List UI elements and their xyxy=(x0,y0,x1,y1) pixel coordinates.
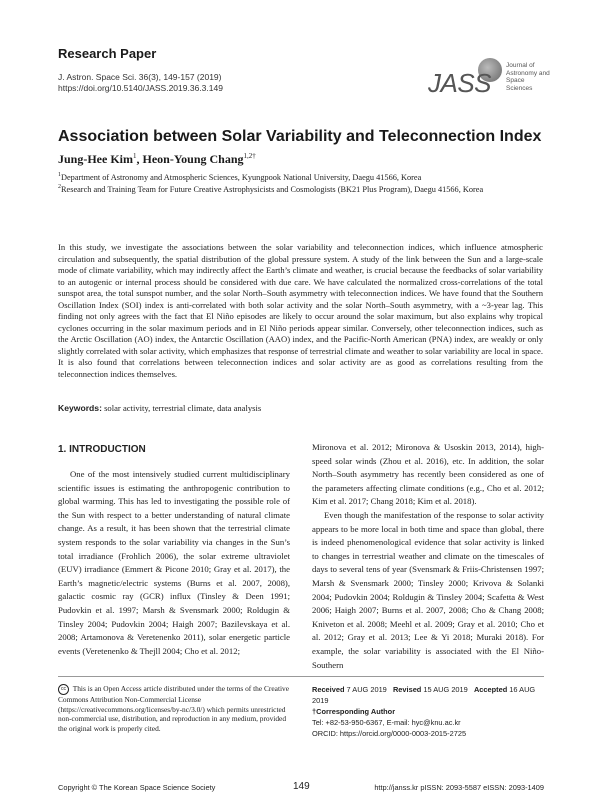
revised-date: 15 AUG 2019 xyxy=(421,685,468,694)
author-name: Jung-Hee Kim xyxy=(58,152,133,166)
article-dates xyxy=(312,684,544,739)
paragraph: Mironova et al. 2012; Mironova & Usoskin 2013, 2014), high-speed solar winds (Zhou et al. 2016), etc. In addition, the solar North–South asymmetry has recently been considered as one of the parameters affecting climate conditions (e.g., Cho et al. 2012; Kim et al. 2017; Chang 2018; Kim et al. 2018). xyxy=(312,442,544,507)
author-list xyxy=(58,152,256,167)
body-column-right xyxy=(312,441,544,672)
affiliation-marker: 1,2† xyxy=(243,152,256,160)
received-date: 7 AUG 2019 xyxy=(344,685,387,694)
logo-subtitle xyxy=(506,62,550,92)
affiliation-marker: 1 xyxy=(133,152,137,160)
corresponding-author-label: †Corresponding Author xyxy=(312,707,396,716)
accepted-label: Accepted xyxy=(473,685,508,694)
affiliation-text: Research and Training Team for Future Creative Astrophysicists and Cosmologists (BK21 Plus Program), Daegu 41566, Korea xyxy=(61,184,484,194)
paragraph: Even though the manifestation of the response to solar activity appears to be more local in both time and space than global, there is indeed phenomenological evidence that solar activity is linked to changes in terrestrial weather and climate on the timescales of days to several tens of year (Svensmark & Friis-Christensen 1997; Marsh & Svensmark 2000; Tinsley 2000; Krivova & Solanki 2004; Pudovkin 2004; Roldugin & Tinsley 2004; Scafetta & West 2006; Haigh 2007; Burns et al. 2007, 2008; Cho & Chang 2008; Kniveton et al. 2008; Meehl et al. 2009; Gray et al. 2010; Cho et al. 2012; Gray et al. 2013; Lee & Yi 2018; Muraki 2018). For example, the solar variability is associated with the El Niño-Southern xyxy=(312,509,544,670)
paragraph: One of the most intensively studied current multidisciplinary scientific issues is estimating the anthropogenic contribution to global warming. This has led to investigating the possible role of the Sun with respect to a better understanding of natural climate change. As a result, it has been shown that the terrestrial climate system responds to the solar variability via changes in the Sun’s total irradiance (Frohlich 2006), the solar extreme ultraviolet (EUV) irradiance (Emmert & Picone 2010; Gray et al. 2017), the Earth’s magnetic/electric systems (Burns et al. 2007, 2008), galactic cosmic ray (GCR) influx (Tinsley & Deen 1991; Pudovkin et al. 1997; Marsh & Svensmark 2000; Roldugin & Tinsley 2004; Pudovkin 2004; Haigh 2007; Bazilevskaya et al. 2008; Artamonova & Veretenenko 2011), solar energetic particle events (Veretenenko & Thejll 2004; Cho et al. 2012; xyxy=(58,469,290,656)
contact-info: Tel: +82-53-950-6367, E-mail: hyc@knu.ac.kr xyxy=(312,718,461,727)
revised-label: Revised xyxy=(392,685,422,694)
license-notice xyxy=(58,684,290,733)
accepted-date: 16 AUG 2019 xyxy=(312,685,536,705)
abstract: In this study, we investigate the associations between the solar variability and teleconnection indices, which influence atmospheric circulation and subsequently, the spatial distribution of the global pressure system. A study of the link between the Sun and a large-scale mode of climate variability, which may indirectly affect the Earth’s climate and weather, is crucial because the feedbacks of solar variability to an autogenic or internal process should be considered with due care. We have calculated the normalized cross-correlations of the total sunspot area, the total sunspot number, and the solar North–South asymmetry with teleconnection indices. We have found that the Southern Oscillation Index (SOI) index is anti-correlated with both solar activity and the solar North–South asymmetry, with a ~3-year lag. This finding not only agrees with the fact that El Niño episodes are likely to occur around the solar maximum, but also explains why tropical cyclones occurring in the solar maximum periods and in El Niño periods appear similar. Conversely, other teleconnection indices, such as the Arctic Oscillation (AO) index, the Antarctic Oscillation (AAO) index, and the Pacific-North American (PNA) index, are weakly or only slightly correlated with solar activity, which emphasizes that response of terrestrial climate and weather to solar variability are local in space. It is also found that correlations between teleconnection indices and solar activity are as good as correlations resulting from the teleconnection indices themselves. xyxy=(58,242,543,379)
creative-commons-icon: cc xyxy=(58,684,69,695)
section-heading: 1. INTRODUCTION xyxy=(58,444,146,455)
logo-subtitle-line: Journal of xyxy=(506,62,535,69)
received-label: Received xyxy=(312,685,345,694)
footnote-divider xyxy=(58,676,544,677)
citation-block xyxy=(58,72,223,94)
keywords-text: solar activity, terrestrial climate, data analysis xyxy=(101,403,262,413)
paper-type-label: Research Paper xyxy=(58,46,157,61)
doi-link[interactable]: https://doi.org/10.5140/JASS.2019.36.3.149 xyxy=(58,83,223,93)
journal-logo xyxy=(428,58,550,106)
journal-reference: J. Astron. Space Sci. 36(3), 149-157 (2019) xyxy=(58,72,222,82)
license-text: This is an Open Access article distributed under the terms of the Creative Commons Attribution Non-Commercial License (https://creativecommons.org/licenses/by-nc/3.0/) which permits unrestricted non-commercial use, distribution, and reproduction in any medium, provided the original work is properly cited. xyxy=(58,684,290,733)
logo-text: JASS xyxy=(428,68,492,98)
body-column-left xyxy=(58,468,290,658)
author-separator: , xyxy=(136,152,143,166)
affiliation-text: Department of Astronomy and Atmospheric Sciences, Kyungpook National University, Daegu 41566, Korea xyxy=(61,172,422,182)
author-name: Heon-Young Chang xyxy=(142,152,244,166)
orcid: ORCID: https://orcid.org/0000-0003-2015-2725 xyxy=(312,729,467,738)
logo-subtitle-line: Space Sciences xyxy=(506,77,533,92)
journal-issn: http://janss.kr pISSN: 2093-5587 eISSN: 2093-1409 xyxy=(374,783,544,792)
paper-title: Association between Solar Variability and Teleconnection Index xyxy=(58,128,542,145)
history-dates xyxy=(312,684,544,706)
keywords xyxy=(58,403,261,413)
affiliation xyxy=(58,172,421,182)
affiliation xyxy=(58,184,483,194)
logo-subtitle-line: Astronomy and xyxy=(506,69,550,77)
affiliation-number: 2 xyxy=(58,184,61,190)
affiliation-number: 1 xyxy=(58,172,61,178)
copyright: Copyright © The Korean Space Science Society xyxy=(58,783,216,792)
page-number: 149 xyxy=(293,781,310,792)
keywords-label: Keywords: xyxy=(58,403,102,413)
